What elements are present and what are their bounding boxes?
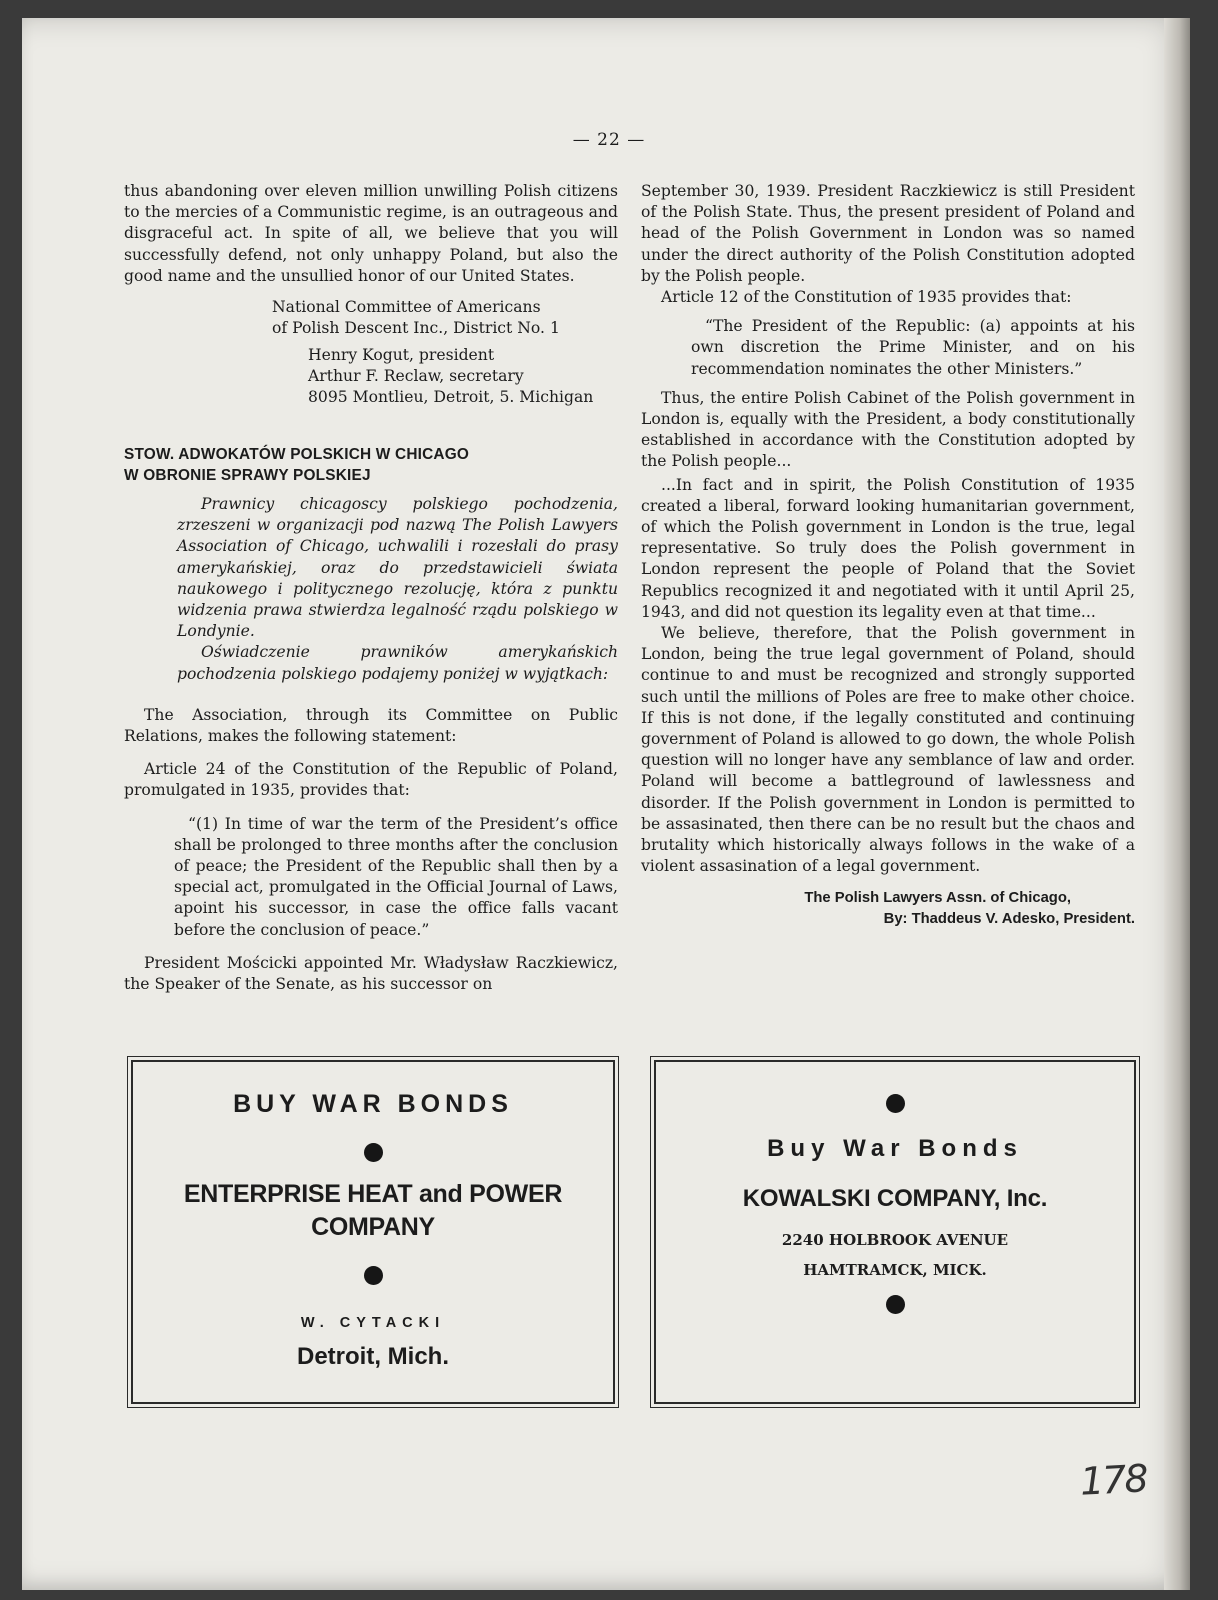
polish-paragraph-2: Oświadczenie prawników amerykańskich pochodzenia polskiego podajemy poniżej w wyjątkach: xyxy=(177,643,618,683)
left-column xyxy=(124,181,618,995)
article-12-quote xyxy=(691,316,1135,380)
quote-text: “The President of the Republic: (a) appoints at his own discretion the Prime Minister, and on his recommendation nominates the other Ministers.” xyxy=(691,317,1135,378)
quote-text: “(1) In time of war the term of the President’s office shall be prolonged to three months after the conclusion of peace; the President of the Republic shall then by a special act, promulgated in the Official Journal of Laws, apoint his successor, in case the office falls vacant before the conclusion of peace.” xyxy=(174,814,618,939)
lawyers-signature-line-1: The Polish Lawyers Assn. of Chicago, xyxy=(804,889,1071,906)
signer-name-2: Arthur F. Reclaw, secretary xyxy=(308,367,524,386)
org-line-2: of Polish Descent Inc., District No. 1 xyxy=(272,319,560,338)
article-24-quote xyxy=(174,814,618,941)
committee-signoff xyxy=(272,297,618,408)
ad-city: Detroit, Mich. xyxy=(296,1343,449,1370)
right-paragraph-3: Thus, the entire Polish Cabinet of the Polish government in London is, equally with the President, a body constitutionally established in accordance with the Constitution adopted by the Polish people... xyxy=(641,388,1135,471)
right-paragraph-2: Article 12 of the Constitution of 1935 provides that: xyxy=(661,288,1072,307)
page-number: — 22 — xyxy=(572,130,646,150)
ad-street: 2240 HOLBROOK AVENUE xyxy=(781,1231,1009,1249)
ad-city: HAMTRAMCK, MICK. xyxy=(803,1261,987,1279)
signer-address: 8095 Montlieu, Detroit, 5. Michigan xyxy=(308,388,594,407)
intro-paragraph: thus abandoning over eleven million unwilling Polish citizens to the mercies of a Communistic regime, is an outrageous and disgraceful act. In spite of all, we believe that you will successfully defend, not only unhappy Poland, but also the good name and the unsullied honor of our United States. xyxy=(124,182,618,285)
section-heading xyxy=(124,444,618,486)
ad-company-line-2: COMPANY xyxy=(311,1213,435,1241)
page-spine-shadow xyxy=(1164,18,1190,1590)
ad-company-name xyxy=(133,1178,613,1244)
right-paragraph-5: We believe, therefore, that the Polish government in London, being the true legal government of Poland, should continue to and must be recognized and strongly supported such until the millions of Poles are free to make other choice. If this is not done, if the legally constituted and continuing government of Poland is allowed to go down, the whole Polish question will no longer have any semblance of law and order. Poland will become a battleground of lawlessness and disorder. If the Polish government in London is permitted to be assasinated, then there can be no result but the chaos and brutality which historically always follows in the wake of a violent assasination of a legal government. xyxy=(641,624,1135,876)
ad-company-line-1: ENTERPRISE HEAT and POWER xyxy=(183,1180,563,1208)
moscicki-paragraph: President Mościcki appointed Mr. Władysław Raczkiewicz, the Speaker of the Senate, as his successor on xyxy=(124,953,618,994)
ad-headline: Buy War Bonds xyxy=(767,1135,1023,1162)
lawyers-signature-line-2: By: Thaddeus V. Adesko, President. xyxy=(883,910,1135,927)
polish-intro xyxy=(177,494,618,685)
ad-company-name: KOWALSKI COMPANY, Inc. xyxy=(742,1185,1048,1212)
advertisement-kowalski xyxy=(654,1060,1136,1404)
right-paragraph-4: ...In fact and in spirit, the Polish Constitution of 1935 created a liberal, forward looking humanitarian government, of which the Polish government in London is the true, legal representative. So truly does the Polish government in London represent the people of Poland that the Soviet Republics recognized it and negotiated with it until April 25, 1943, and did not question its legality even at that time... xyxy=(641,475,1135,621)
ad-owner: W. CYTACKI xyxy=(300,1315,446,1331)
bullet-dot-icon xyxy=(886,1295,905,1314)
bullet-dot-icon xyxy=(364,1143,383,1162)
ad-headline: BUY WAR BONDS xyxy=(233,1090,513,1118)
handwritten-page-number: 178 xyxy=(1078,1456,1148,1504)
advertisement-enterprise xyxy=(131,1060,615,1404)
org-line-1: National Committee of Americans xyxy=(272,298,541,317)
polish-paragraph-1: Prawnicy chicagoscy polskiego pochodzenia, zrzeszeni w organizacji pod nazwą The Polish Lawyers Association of Chicago, uchwalili i rozesłali do prasy amerykańskiej, oraz do przedstawicieli świata naukowego i politycznego rezolucję, która z punktu widzenia prawa stwierdza legalność rządu polskiego w Londynie. xyxy=(177,495,618,641)
heading-line-2: W OBRONIE SPRAWY POLSKIEJ xyxy=(124,467,371,485)
article-24-paragraph: Article 24 of the Constitution of the Republic of Poland, promulgated in 1935, provides that: xyxy=(124,760,618,800)
bullet-dot-icon xyxy=(886,1094,905,1113)
heading-line-1: STOW. ADWOKATÓW POLSKICH W CHICAGO xyxy=(124,446,470,464)
association-paragraph: The Association, through its Committee on Public Relations, makes the following statement: xyxy=(124,705,618,746)
right-paragraph-1: September 30, 1939. President Raczkiewicz is still President of the Polish State. Thus, the present president of Poland and head of the Polish Government in London was so named under the direct authority of the Polish Constitution adopted by the Polish people. xyxy=(641,182,1135,285)
bullet-dot-icon xyxy=(364,1266,383,1285)
right-column xyxy=(641,181,1135,930)
signer-name-1: Henry Kogut, president xyxy=(308,346,495,365)
